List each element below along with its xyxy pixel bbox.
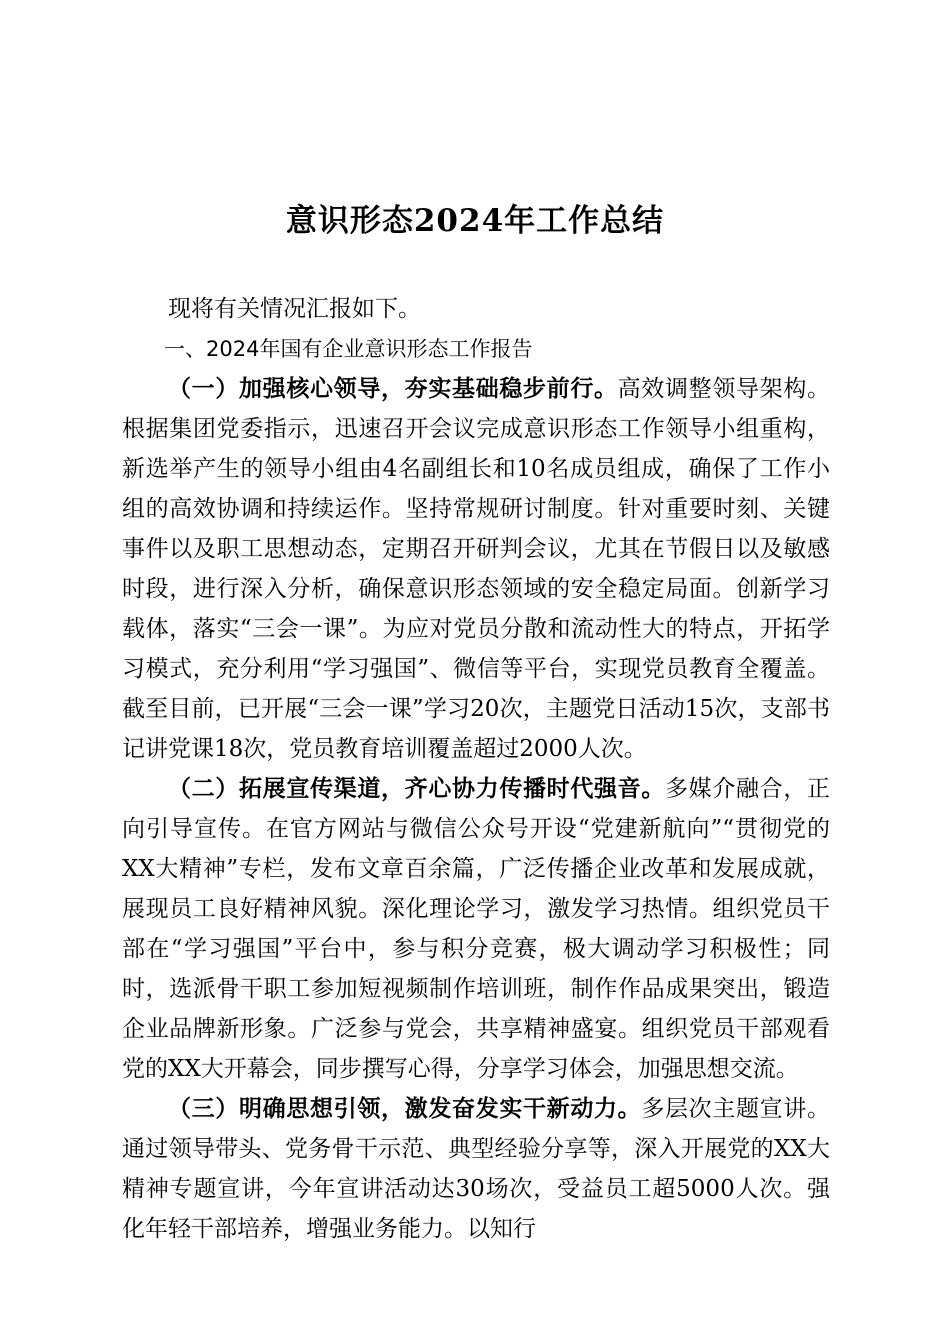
paragraph-1: [122, 369, 830, 769]
document-title: 意识形态2024年工作总结: [285, 203, 665, 239]
paragraph-2-text: 多媒介融合，正向引导宣传。在官方网站与微信公众号开设“党建新航向”“贯彻党的XX大精神”专栏，发布文章百余篇，广泛传播企业改革和发展成就，展现员工良好精神风貌。深化理论学习，激发学习热情。组织党员干部在“学习强国”平台中，参与积分竞赛，极大调动学习积极性；同时，选派骨干职工参加短视频制作培训班，制作作品成果突出，锻造企业品牌新形象。广泛参与党会，共享精神盛宴。组织党员干部观看党的XX大开幕会，同步撰写心得，分享学习体会，加强思想交流。: [122, 776, 831, 1082]
paragraph-1-lead: （一）加强核心领导，夯实基础稳步前行。: [168, 375, 618, 402]
paragraph-1-text: 高效调整领导架构。根据集团党委指示，迅速召开会议完成意识形态工作领导小组重构，新选举产生的领导小组由4名副组长和10名成员组成，确保了工作小组的高效协调和持续运作。坚持常规研讨制度。针对重要时刻、关键事件以及职工思想动态，定期召开研判会议，尤其在节假日以及敏感时段，进行深入分析，确保意识形态领域的安全稳定局面。创新学习载体，落实“三会一课”。为应对党员分散和流动性大的特点，开拓学习模式，充分利用“学习强国”、微信等平台，实现党员教育全覆盖。截至目前，已开展“三会一课”学习20次，主题党日活动15次，支部书记讲党课18次，党员教育培训覆盖超过2000人次。: [122, 376, 831, 762]
paragraph-3-lead: （三）明确思想引领，激发奋发实干新动力。: [168, 1095, 642, 1122]
document-body: [122, 289, 830, 1249]
paragraph-3-text: 多层次主题宣讲。通过领导带头、党务骨干示范、典型经验分享等，深入开展党的XX大精神专题宣讲，今年宣讲活动达30场次，受益员工超5000人次。强化年轻干部培养，增强业务能力。以知行: [122, 1096, 831, 1242]
paragraph-2-lead: （二）拓展宣传渠道，齐心协力传播时代强音。: [168, 775, 665, 802]
intro-paragraph: 现将有关情况汇报如下。: [168, 296, 421, 322]
paragraph-3: [122, 1089, 830, 1249]
section-heading: 一、2024年国有企业意识形态工作报告: [164, 337, 533, 361]
paragraph-2: [122, 769, 830, 1089]
